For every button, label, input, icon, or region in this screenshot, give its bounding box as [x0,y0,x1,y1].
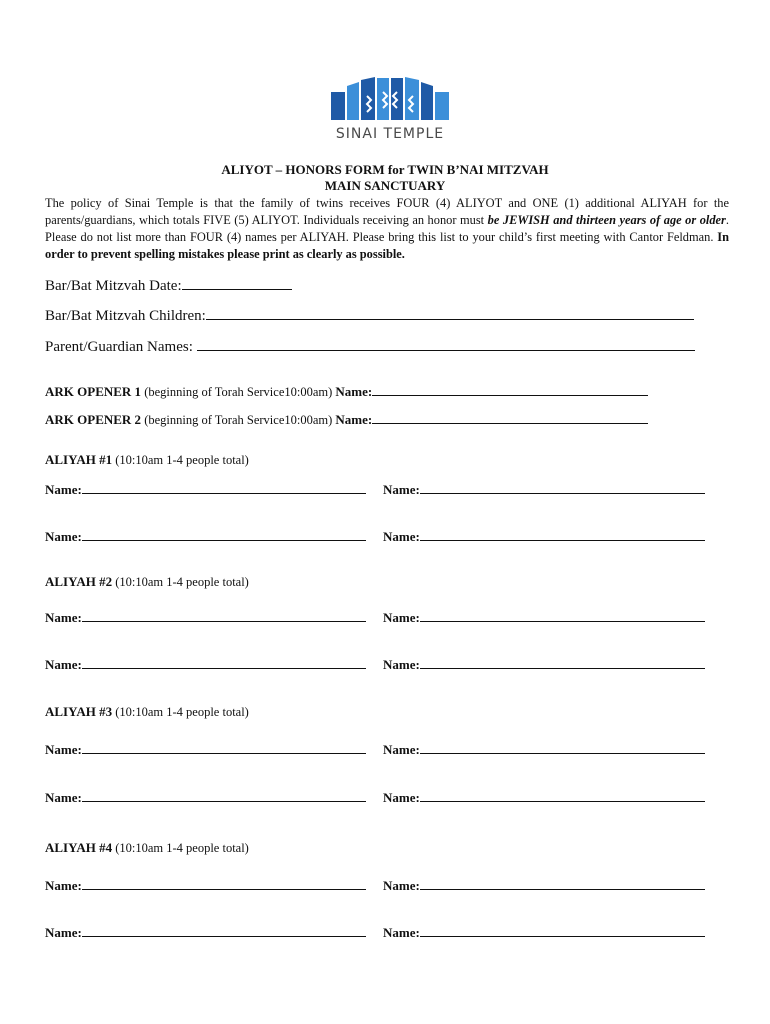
name-label: Name: [383,742,420,757]
temple-building-icon [331,76,449,124]
parents-field [45,337,695,356]
form-subtitle: MAIN SANCTUARY [324,178,446,193]
name-label: Name: [335,412,373,427]
aliyah-label: ALIYAH #4 [45,840,113,855]
name-input-line[interactable] [420,740,705,754]
name-input-line[interactable] [82,788,366,802]
form-title: ALIYOT – HONORS FORM for TWIN B’NAI MITZVAH [221,162,549,177]
aliyah-1-name-3 [45,527,366,545]
aliyah-label: ALIYAH #2 [45,574,113,589]
name-input-line[interactable] [82,923,366,937]
ark-opener-2-name-line[interactable] [372,410,648,424]
ark-opener-detail: (beginning of Torah Service10:00am) [141,413,336,427]
name-label: Name: [45,742,82,757]
policy-paragraph [45,195,729,263]
name-input-line[interactable] [420,876,705,890]
aliyah-1-name-2 [383,480,705,498]
name-input-line[interactable] [420,480,705,494]
aliyah-3-name-2 [383,740,705,758]
children-input-line[interactable] [206,306,694,320]
name-label: Name: [45,790,82,805]
name-input-line[interactable] [420,527,705,541]
aliyah-detail: (10:10am 1-4 people total) [112,575,249,589]
parents-input-line[interactable] [197,337,695,351]
children-label: Bar/Bat Mitzvah Children: [45,308,206,324]
name-label: Name: [383,878,420,893]
name-label: Name: [45,529,82,544]
name-input-line[interactable] [420,608,705,622]
name-label: Name: [383,529,420,544]
aliyah-detail: (10:10am 1-4 people total) [112,705,249,719]
aliyah-1-heading [45,452,249,468]
date-label: Bar/Bat Mitzvah Date: [45,278,182,294]
aliyah-2-heading [45,574,249,590]
aliyah-4-heading [45,840,249,856]
aliyah-detail: (10:10am 1-4 people total) [112,841,249,855]
policy-text-1: The policy of Sinai Temple is that the family of twins receives FOUR (4) ALIYOT and ONE (1) additional ALIYAH for the parents/guardians, which totals FIVE (5) ALIYOT. Individuals receiving an honor must [45,196,729,227]
name-input-line[interactable] [82,876,366,890]
name-input-line[interactable] [82,480,366,494]
aliyah-3-name-4 [383,788,705,806]
ark-opener-label: ARK OPENER 2 [45,412,142,427]
aliyah-3-name-1 [45,740,366,758]
aliyah-1-name-4 [383,527,705,545]
aliyah-4-name-2 [383,876,705,894]
aliyah-4-name-1 [45,876,366,894]
parents-label: Parent/Guardian Names: [45,339,197,355]
aliyah-4-name-4 [383,923,705,941]
aliyah-3-name-3 [45,788,366,806]
name-label: Name: [383,790,420,805]
aliyah-2-name-1 [45,608,366,626]
children-field [45,306,694,325]
aliyah-2-name-2 [383,608,705,626]
date-input-line[interactable] [182,276,292,290]
ark-opener-label: ARK OPENER 1 [45,384,142,399]
aliyah-detail: (10:10am 1-4 people total) [112,453,249,467]
aliyah-2-name-3 [45,655,366,673]
sinai-temple-logo [331,76,449,146]
ark-opener-1-name-line[interactable] [372,382,648,396]
aliyah-2-name-4 [383,655,705,673]
aliyah-1-name-1 [45,480,366,498]
name-input-line[interactable] [420,923,705,937]
policy-emphasis: be JEWISH and thirteen years of age or older [487,213,726,227]
name-input-line[interactable] [420,788,705,802]
name-input-line[interactable] [420,655,705,669]
name-label: Name: [45,925,82,940]
aliyah-4-name-3 [45,923,366,941]
name-label: Name: [45,482,82,497]
policy-bold-note: In order to prevent spelling mistakes please print as clearly as possible. [45,230,729,261]
ark-opener-detail: (beginning of Torah Service10:00am) [141,385,336,399]
name-input-line[interactable] [82,608,366,622]
name-label: Name: [45,657,82,672]
date-field [45,276,292,295]
name-label: Name: [45,610,82,625]
name-label: Name: [335,384,373,399]
aliyah-3-heading [45,704,249,720]
ark-opener-1 [45,382,648,400]
aliyah-label: ALIYAH #3 [45,704,113,719]
ark-opener-2 [45,410,648,428]
name-label: Name: [45,878,82,893]
policy-text-2: . Please do not list more than FOUR (4) names per ALIYAH. Please bring this list to your child’s first meeting with Cantor Feldman. [45,213,729,244]
name-input-line[interactable] [82,527,366,541]
logo-text: SINAI TEMPLE [335,126,445,142]
aliyah-label: ALIYAH #1 [45,452,113,467]
name-label: Name: [383,482,420,497]
name-label: Name: [383,610,420,625]
name-input-line[interactable] [82,655,366,669]
name-label: Name: [383,657,420,672]
name-label: Name: [383,925,420,940]
name-input-line[interactable] [82,740,366,754]
